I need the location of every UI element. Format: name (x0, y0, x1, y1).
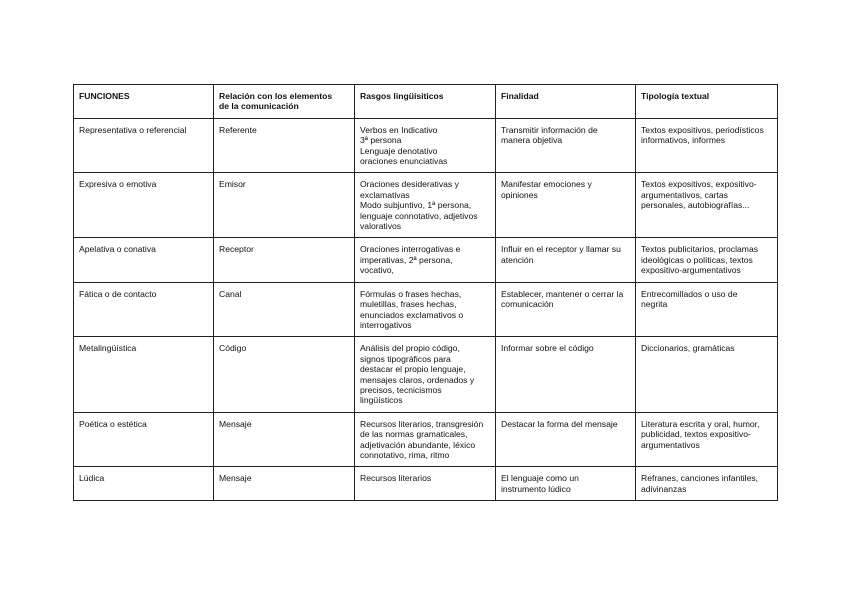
cell-relacion: Código (214, 337, 355, 412)
cell-tipologia: Textos expositivos, periodísticos informativos, informes (636, 118, 778, 173)
cell-funcion: Fática o de contacto (74, 282, 214, 337)
table-row (74, 337, 778, 412)
cell-tipologia: Refranes, canciones infantiles, adivinanzas (636, 467, 778, 501)
cell-relacion: Mensaje (214, 412, 355, 467)
cell-rasgos: Fórmulas o frases hechas, muletillas, frases hechas, enunciados exclamativos o interrogativos (355, 282, 496, 337)
cell-funcion: Expresiva o emotiva (74, 173, 214, 238)
cell-rasgos: Oraciones interrogativas e imperativas, 2ª persona, vocativo, (355, 238, 496, 282)
cell-rasgos: Verbos en Indicativo 3ª persona Lenguaje denotativo oraciones enunciativas (355, 118, 496, 173)
cell-finalidad: Manifestar emociones y opiniones (496, 173, 636, 238)
cell-tipologia: Literatura escrita y oral, humor, publicidad, textos expositivo- argumentativos (636, 412, 778, 467)
cell-rasgos: Recursos literarios (355, 467, 496, 501)
table-row (74, 467, 778, 501)
table-row (74, 238, 778, 282)
header-tipologia: Tipología textual (636, 85, 778, 119)
cell-rasgos: Recursos literarios, transgresión de las normas gramaticales, adjetivación abundante, léxico connotativo, rima, ritmo (355, 412, 496, 467)
cell-tipologia: Diccionarios, gramáticas (636, 337, 778, 412)
header-relacion: Relación con los elementos de la comunicación (214, 85, 355, 119)
cell-finalidad: El lenguaje como un instrumento lúdico (496, 467, 636, 501)
cell-funcion: Lúdica (74, 467, 214, 501)
header-finalidad: Finalidad (496, 85, 636, 119)
table-row (74, 282, 778, 337)
cell-funcion: Representativa o referencial (74, 118, 214, 173)
functions-table (73, 84, 778, 501)
cell-finalidad: Transmitir información de manera objetiva (496, 118, 636, 173)
header-funciones: FUNCIONES (74, 85, 214, 119)
cell-relacion: Receptor (214, 238, 355, 282)
cell-finalidad: Establecer, mantener o cerrar la comunicación (496, 282, 636, 337)
cell-rasgos: Análisis del propio código, signos tipográficos para destacar el propio lenguaje, mensajes claros, ordenados y precisos, tecnicismos lingüísticos (355, 337, 496, 412)
table-row (74, 118, 778, 173)
cell-relacion: Referente (214, 118, 355, 173)
cell-relacion: Canal (214, 282, 355, 337)
cell-finalidad: Informar sobre el código (496, 337, 636, 412)
cell-rasgos: Oraciones desiderativas y exclamativas Modo subjuntivo, 1ª persona, lenguaje connotativo, adjetivos valorativos (355, 173, 496, 238)
cell-relacion: Emisor (214, 173, 355, 238)
cell-finalidad: Destacar la forma del mensaje (496, 412, 636, 467)
header-rasgos: Rasgos lingüísiticos (355, 85, 496, 119)
table-row (74, 173, 778, 238)
cell-relacion: Mensaje (214, 467, 355, 501)
cell-funcion: Poética o estética (74, 412, 214, 467)
table-row (74, 412, 778, 467)
cell-tipologia: Textos expositivos, expositivo- argumentativos, cartas personales, autobiografías... (636, 173, 778, 238)
cell-funcion: Apelativa o conativa (74, 238, 214, 282)
cell-tipologia: Entrecomillados o uso de negrita (636, 282, 778, 337)
cell-finalidad: Influir en el receptor y llamar su atención (496, 238, 636, 282)
cell-funcion: Metalingüística (74, 337, 214, 412)
cell-tipologia: Textos publicitarios, proclamas ideológicas o políticas, textos expositivo-argumentativos (636, 238, 778, 282)
table-header-row (74, 85, 778, 119)
